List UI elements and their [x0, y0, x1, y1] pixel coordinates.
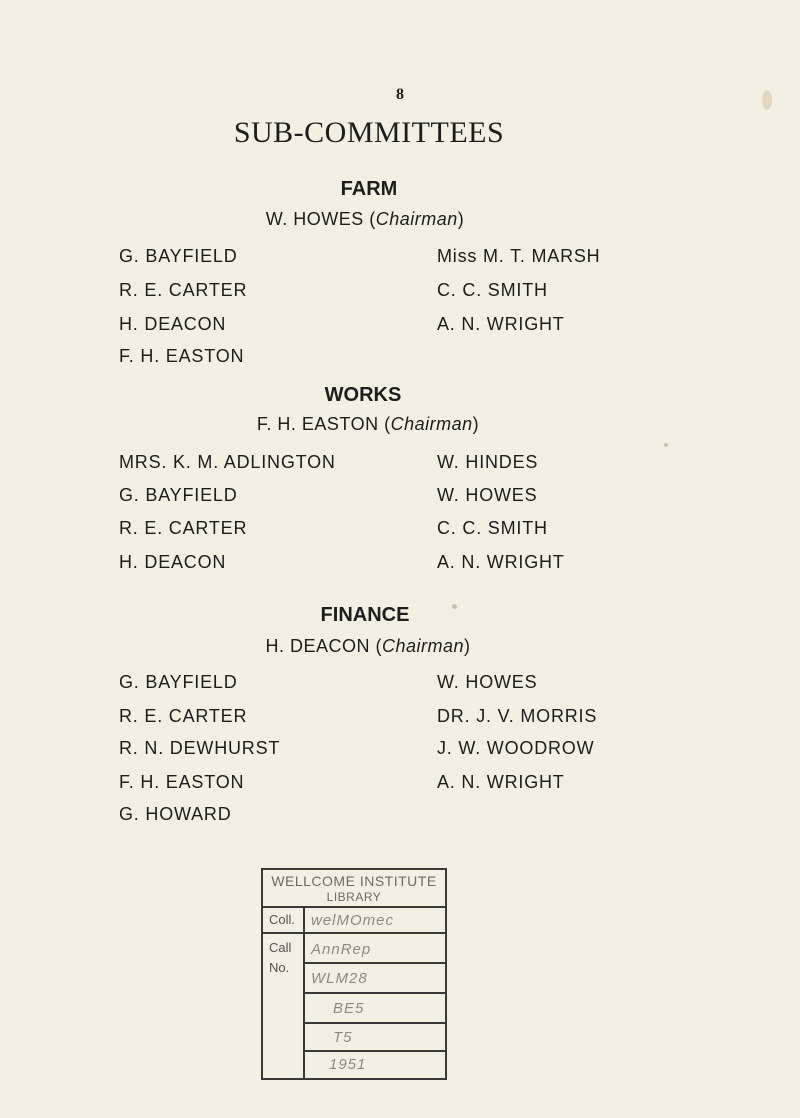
stamp-rule [303, 1022, 445, 1024]
stamp-rule [303, 992, 445, 994]
stamp-call-value: 1951 [329, 1056, 367, 1073]
stamp-library: LIBRARY [326, 890, 382, 904]
finance-member: G. BAYFIELD [119, 672, 238, 692]
farm-member: A. N. WRIGHT [437, 314, 565, 334]
stamp-rule [303, 962, 445, 964]
stamp-call-value: BE5 [333, 1000, 365, 1017]
stamp-call-label: Call [269, 940, 292, 955]
works-member: W. HINDES [437, 452, 539, 472]
works-member: MRS. K. M. ADLINGTON [119, 452, 336, 472]
finance-member: A. N. WRIGHT [437, 772, 565, 792]
library-stamp [261, 868, 447, 1080]
works-member: R. E. CARTER [119, 518, 248, 538]
stamp-call-value: AnnRep [311, 941, 372, 958]
finance-member: W. HOWES [437, 672, 538, 692]
farm-chairman-role: Chairman [375, 209, 458, 229]
stamp-call-value: WLM28 [311, 970, 368, 987]
stamp-coll-value: welMOmec [311, 912, 395, 929]
stamp-call-value: T5 [333, 1029, 353, 1046]
stamp-rule [263, 932, 445, 934]
finance-title: FINANCE [320, 604, 410, 626]
farm-chairman: W. HOWES (Chairman) [265, 209, 465, 229]
farm-member: G. BAYFIELD [119, 246, 238, 266]
page-title: SUB-COMMITTEES [233, 116, 505, 149]
works-member: A. N. WRIGHT [437, 552, 565, 572]
farm-member: H. DEACON [119, 314, 227, 334]
stamp-coll-label: Coll. [269, 912, 296, 927]
works-chairman-role: Chairman [390, 414, 473, 434]
stamp-no-label: No. [269, 960, 290, 975]
finance-member: G. HOWARD [119, 804, 232, 824]
farm-member: C. C. SMITH [437, 280, 548, 300]
stamp-header [263, 870, 445, 908]
finance-chairman: H. DEACON (Chairman) [265, 636, 471, 656]
farm-title: FARM [340, 178, 398, 200]
finance-member: R. E. CARTER [119, 706, 248, 726]
works-chairman: F. H. EASTON (Chairman) [256, 414, 480, 434]
stamp-rule [303, 1050, 445, 1052]
farm-member: Miss M. T. MARSH [437, 246, 601, 266]
works-member: H. DEACON [119, 552, 227, 572]
finance-chairman-role: Chairman [381, 636, 465, 656]
farm-chairman-name: W. HOWES [265, 209, 364, 229]
paper-speck [452, 604, 457, 609]
paper-speck [762, 90, 772, 110]
finance-member: J. W. WOODROW [437, 738, 595, 758]
finance-member: DR. J. V. MORRIS [437, 706, 598, 726]
paper-speck [664, 443, 668, 447]
works-member: C. C. SMITH [437, 518, 548, 538]
farm-member: R. E. CARTER [119, 280, 248, 300]
page-number: 8 [396, 86, 404, 103]
works-chairman-name: F. H. EASTON [256, 414, 379, 434]
finance-member: F. H. EASTON [119, 772, 245, 792]
works-title: WORKS [324, 384, 402, 406]
finance-chairman-name: H. DEACON [265, 636, 370, 656]
stamp-institute: WELLCOME INSTITUTE [271, 873, 437, 889]
works-member: G. BAYFIELD [119, 485, 238, 505]
finance-member: R. N. DEWHURST [119, 738, 281, 758]
works-member: W. HOWES [437, 485, 538, 505]
farm-member: F. H. EASTON [119, 346, 245, 366]
